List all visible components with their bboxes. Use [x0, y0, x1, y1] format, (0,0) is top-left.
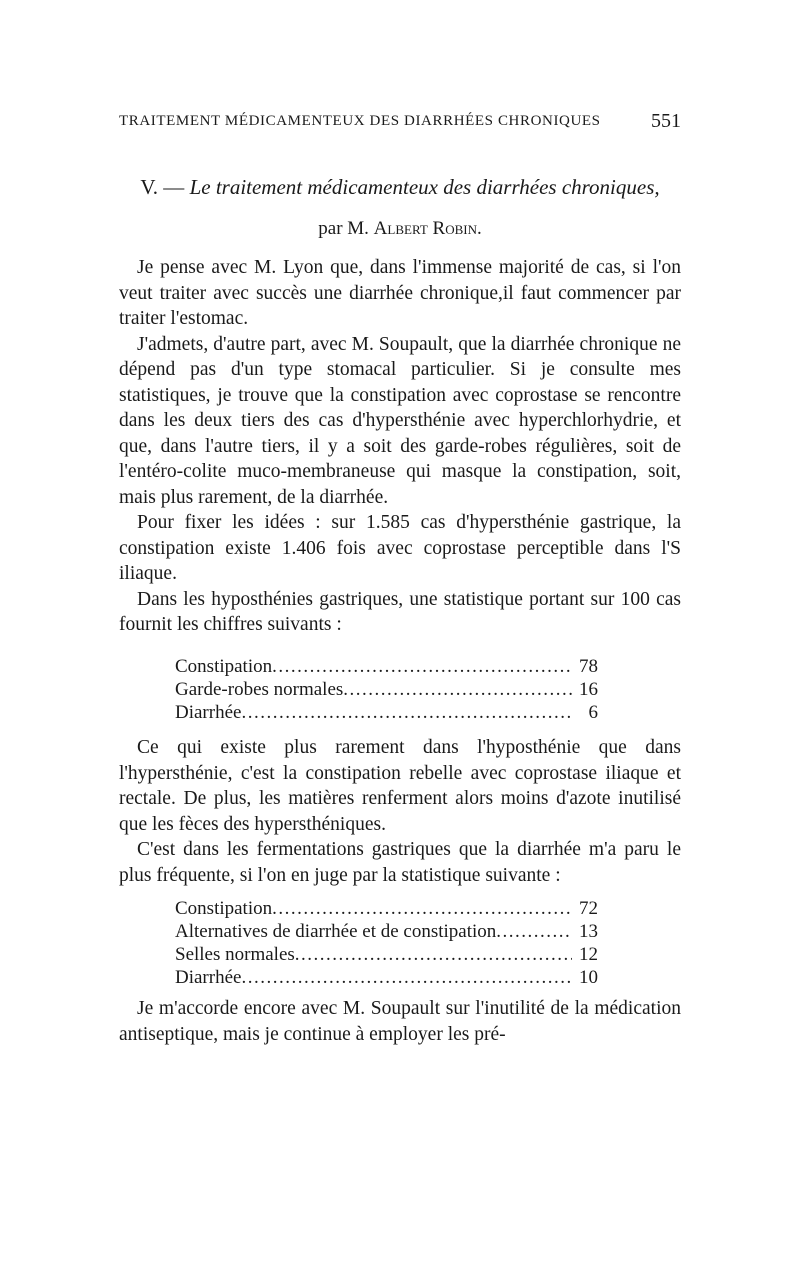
paragraph-7: Je m'accorde encore avec M. Soupault sur l'inutilité de la médication antiseptique, mais je continue à employer les pré- — [119, 998, 681, 1045]
leader-dots — [241, 701, 572, 724]
body-text-top — [119, 255, 681, 638]
paragraph-4: Dans les hyposthénies gastriques, une statistique portant sur 100 cas fournit les chiffres suivants : — [119, 588, 681, 635]
row-value: 13 — [579, 921, 598, 942]
body-text-bottom — [119, 996, 681, 1047]
statistics-table-hyposthenie — [175, 655, 598, 724]
table-row — [175, 966, 598, 989]
row-value: 12 — [579, 944, 598, 965]
row-value: 10 — [579, 967, 598, 988]
paragraph-6: C'est dans les fermentations gastriques que la diarrhée m'a paru le plus fréquente, si l'on en juge par la statistique suivante : — [119, 839, 681, 886]
row-label: Garde-robes normales — [175, 679, 344, 700]
row-label: Selles normales — [175, 944, 295, 965]
leader-dots — [272, 655, 572, 678]
paragraph-5: Ce qui existe plus rarement dans l'hyposthénie que dans l'hypersthénie, c'est la constipation rebelle avec coprostase iliaque et rectale. De plus, les matières renferment alors moins d'azote inutilisé que les fèces des hypersthéniques. — [119, 737, 681, 835]
row-label: Diarrhée — [175, 702, 242, 723]
section-title — [119, 166, 681, 208]
leader-dots — [496, 920, 572, 943]
row-label: Constipation — [175, 656, 273, 677]
running-header — [119, 110, 681, 132]
author-prefix: par M. — [318, 218, 369, 239]
paragraph-2: J'admets, d'autre part, avec M. Soupault, que la diarrhée chronique ne dépend pas d'un type stomacal particulier. Si je consulte mes statistiques, je trouve que la constipation avec coprostase se rencontre dans les deux tiers des cas d'hypersthénie avec hyperchlorhydrie, et que, dans l'autre tiers, il y a soit des garde-robes régulières, soit de l'entéro-colite muco-membraneuse qui masque la constipation, soit, mais plus rarement, de la diarrhée. — [119, 333, 681, 508]
leader-dots — [241, 966, 572, 989]
table-row — [175, 897, 598, 920]
section-author — [119, 208, 681, 250]
leader-dots — [343, 678, 572, 701]
row-value: 72 — [579, 898, 598, 919]
author-name: Albert Robin. — [373, 218, 482, 239]
table-row — [175, 655, 598, 678]
paragraph-3: Pour fixer les idées : sur 1.585 cas d'hypersthénie gastrique, la constipation existe 1.406 fois avec coprostase perceptible dans l'S iliaque. — [119, 512, 681, 584]
row-label: Alternatives de diarrhée et de constipation — [175, 921, 497, 942]
statistics-table-fermentations — [175, 897, 598, 989]
section-heading — [119, 166, 681, 250]
paragraph-1: Je pense avec M. Lyon que, dans l'immense majorité de cas, si l'on veut traiter avec succès une diarrhée chronique,il faut commencer par traiter l'estomac. — [119, 257, 681, 329]
table-row — [175, 943, 598, 966]
leader-dots — [295, 943, 572, 966]
section-number: V. — — [140, 175, 185, 199]
row-label: Constipation — [175, 898, 273, 919]
row-label: Diarrhée — [175, 967, 242, 988]
row-value: 78 — [579, 656, 598, 677]
section-title-text: Le traitement médicamenteux des diarrhées chroniques, — [189, 175, 660, 199]
page-number: 551 — [651, 110, 681, 132]
running-title: TRAITEMENT MÉDICAMENTEUX DES DIARRHÉES CHRONIQUES — [119, 113, 601, 129]
table-row — [175, 701, 598, 724]
body-text-middle — [119, 735, 681, 888]
table-row — [175, 678, 598, 701]
leader-dots — [272, 897, 572, 920]
table-row — [175, 920, 598, 943]
row-value: 16 — [579, 679, 598, 700]
row-value: 6 — [588, 702, 598, 723]
